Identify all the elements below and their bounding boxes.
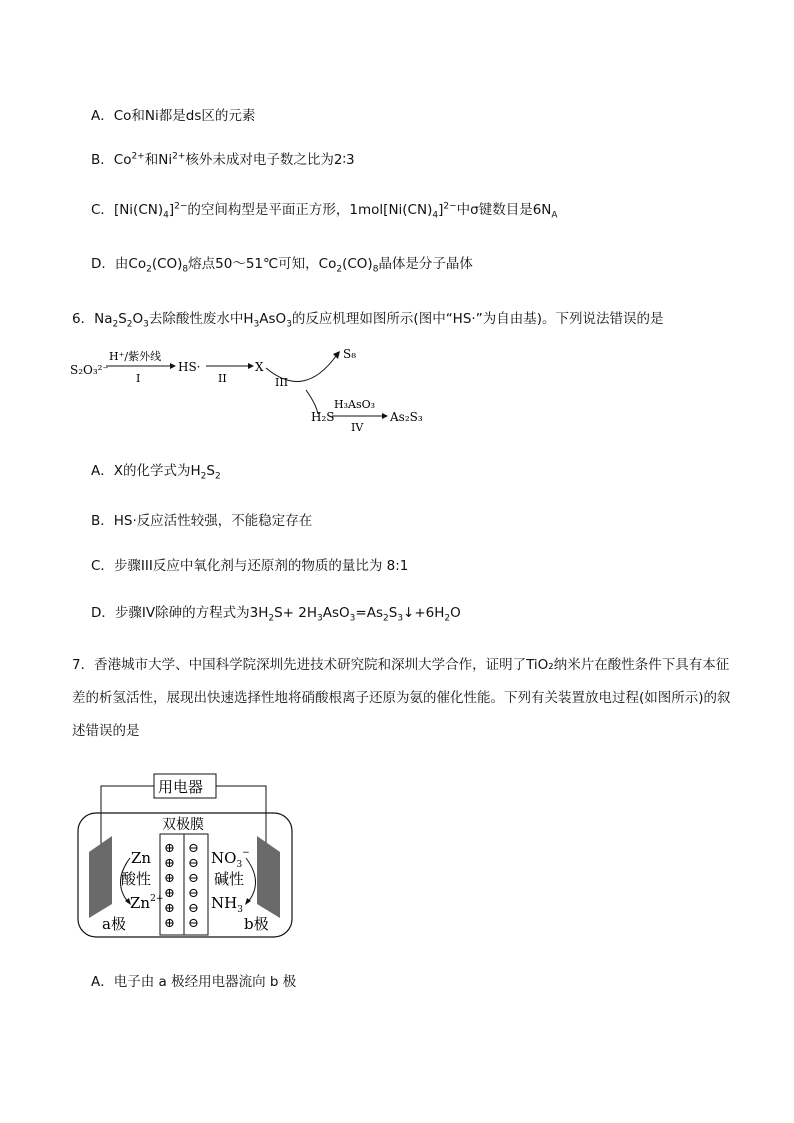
h2s-label: H₂S: [311, 410, 335, 424]
acid-label: 酸性: [121, 870, 152, 888]
q6-mechanism-diagram: [66, 340, 446, 440]
svg-text:⊕: ⊕: [164, 901, 175, 916]
q7-battery-diagram: [74, 770, 298, 940]
svg-text:⊖: ⊖: [188, 886, 199, 901]
arrow-1-head: [170, 363, 176, 369]
q5-option-c: C．$[Ni(CN)_4]^{2-}$的空间构型是平面正方形，$1mol[Ni(CN)_4]^{2-}$中σ键数目是$6N_A$: [91, 201, 558, 221]
hs-radical: HS·: [178, 360, 201, 374]
step-1: I: [136, 372, 141, 385]
arrow-4-head: [382, 413, 388, 419]
q7-option-a: A．电子由 a 极经用电器流向 b 极: [91, 974, 297, 990]
q5-option-a: A．Co和Ni都是ds区的元素: [91, 108, 256, 124]
q5-option-b: B．$Co^{2+}$和$Ni^{2+}$核外未成对电子数之比为2∶3: [91, 151, 355, 168]
q6-option-c: C．步骤III反应中氧化剂与还原剂的物质的量比为 8:1: [91, 558, 409, 574]
condition-4: H₃AsO₃: [334, 398, 376, 411]
a-pole-label: a极: [102, 915, 126, 933]
product-label: As₂S₃: [390, 410, 423, 424]
q6-stem: 6．$Na_2S_2O_3$去除酸性废水中$H_3AsO_3$的反应机理如图所示(图中“HS·”为自由基)。下列说法错误的是: [72, 311, 664, 330]
device-label: 用电器: [158, 778, 204, 796]
minus-column: [188, 841, 199, 931]
b-electrode: [257, 836, 280, 918]
zn2-label: $Zn^{2+}$: [130, 894, 164, 912]
right-curve-arrow: [246, 858, 256, 902]
svg-text:⊖: ⊖: [188, 901, 199, 916]
q5-option-d: D．由$Co_2(CO)_8$熔点50～51℃可知，$Co_2(CO)_8$晶体是分子晶体: [91, 256, 473, 275]
alkali-label: 碱性: [214, 870, 245, 888]
membrane-label: 双极膜: [162, 817, 204, 833]
q6-option-a: A．X的化学式为$H_2S_2$: [91, 463, 221, 482]
step-4: IV: [351, 421, 364, 434]
plus-column: [164, 841, 175, 931]
svg-text:⊕: ⊕: [164, 871, 175, 886]
svg-text:⊖: ⊖: [188, 841, 199, 856]
svg-text:⊖: ⊖: [188, 916, 199, 931]
svg-text:⊕: ⊕: [164, 916, 175, 931]
zn-label: Zn: [131, 849, 152, 867]
arrow-2-head: [248, 363, 254, 369]
step-2: II: [218, 372, 227, 385]
step-3: III: [275, 376, 289, 389]
q6-option-b: B．HS·反应活性较强，不能稳定存在: [91, 513, 313, 529]
s8-label: S₈: [343, 347, 357, 361]
reactant-label: S₂O₃²⁻: [70, 363, 109, 377]
svg-text:⊕: ⊕: [164, 886, 175, 901]
b-pole-label: b极: [244, 915, 269, 933]
no3-label: $NO_3^-$: [211, 848, 250, 870]
a-electrode: [89, 836, 112, 918]
svg-text:⊕: ⊕: [164, 856, 175, 871]
svg-text:⊖: ⊖: [188, 871, 199, 886]
svg-text:⊕: ⊕: [164, 841, 175, 856]
svg-text:⊖: ⊖: [188, 856, 199, 871]
nh3-label: $NH_3$: [211, 894, 243, 915]
x-label: X: [255, 360, 264, 374]
q6-option-d: D．步骤IV除砷的方程式为$3H_2S+$ $2H_3AsO_3=As_2S_3↓+6H_2O$: [91, 605, 461, 624]
q7-stem: 7．香港城市大学、中国科学院深圳先进技术研究院和深圳大学合作，证明了TiO₂纳米片在酸性条件下具有本征差的析氢活性，展现出快速选择性地将硝酸根离子还原为氨的催化性能。下列有关装置放电过程(如图所示)的叙述错误的是: [72, 657, 731, 739]
condition-1: H⁺/紫外线: [109, 350, 162, 363]
